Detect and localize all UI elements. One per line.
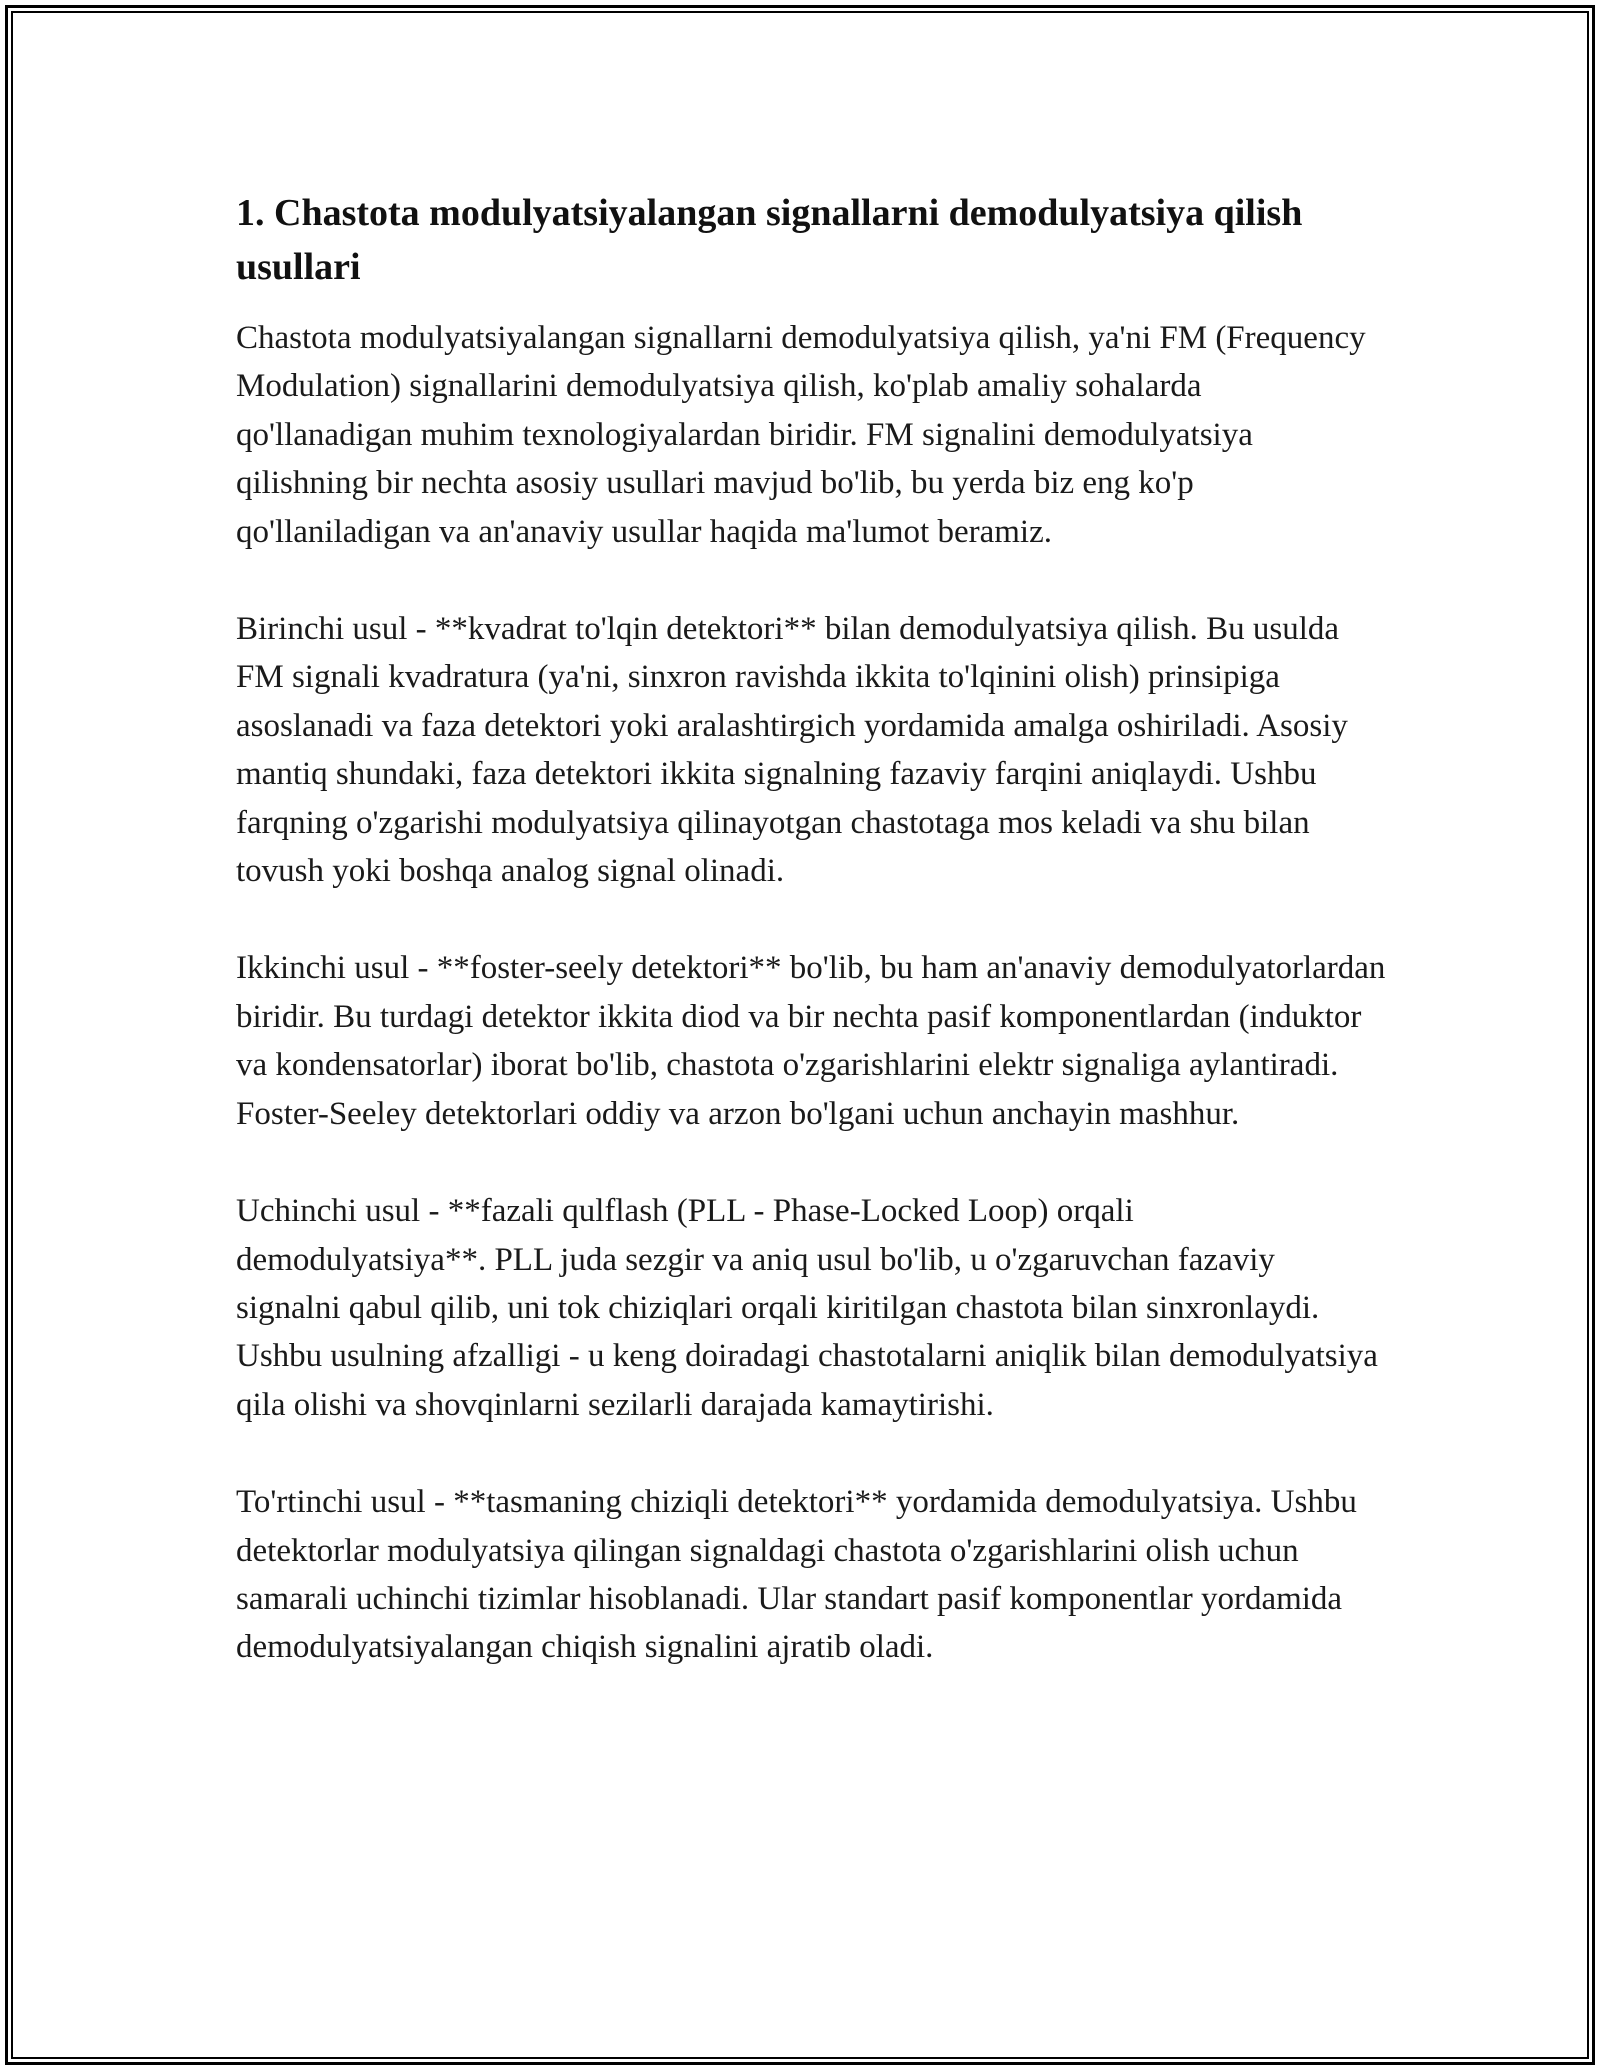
- section-heading: 1. Chastota modulyatsiyalangan signallarni demodulyatsiya qilish usullari: [236, 192, 1303, 288]
- document-content: [236, 186, 1386, 1721]
- paragraph-method-3: Uchinchi usul - **fazali qulflash (PLL - Phase-Locked Loop) orqali demodulyatsiya**. PLL juda sezgir va aniq usul bo'lib, u o'zgaruvchan fazaviy signalni qabul qilib, uni tok chiziqlari orqali kiritilgan chastota bilan sinxronlaydi. Ushbu usulning afzalligi - u keng doiradagi chastotalarni aniqlik bilan demodulyatsiya qila olishi va shovqinlarni sezilarli darajada kamaytirishi.: [236, 1193, 1378, 1423]
- paragraph-method-4: To'rtinchi usul - **tasmaning chiziqli detektori** yordamida demodulyatsiya. Ushbu detektorlar modulyatsiya qilingan signaldagi chastota o'zgarishlarini olish uchun samarali uchinchi tizimlar hisoblanadi. Ular standart pasif komponentlar yordamida demodulyatsiyalangan chiqish signalini ajratib oladi.: [236, 1484, 1357, 1666]
- paragraph-intro: Chastota modulyatsiyalangan signallarni demodulyatsiya qilish, ya'ni FM (Frequency Modulation) signallarini demodulyatsiya qilish, ko'plab amaliy sohalarda qo'llanadigan muhim texnologiyalardan biridir. FM signalini demodulyatsiya qilishning bir nechta asosiy usullari mavjud bo'lib, bu yerda biz eng ko'p qo'llaniladigan va an'anaviy usullar haqida ma'lumot beramiz.: [236, 320, 1366, 550]
- paragraph-method-2: Ikkinchi usul - **foster-seely detektori** bo'lib, bu ham an'anaviy demodulyatorlardan biridir. Bu turdagi detektor ikkita diod va bir nechta pasif komponentlardan (induktor va kondensatorlar) iborat bo'lib, chastota o'zgarishlarini elektr signaliga aylantiradi. Foster-Seeley detektorlari oddiy va arzon bo'lgani uchun anchayin mashhur.: [236, 950, 1386, 1132]
- paragraph-method-1: Birinchi usul - **kvadrat to'lqin detektori** bilan demodulyatsiya qilish. Bu usulda FM signali kvadratura (ya'ni, sinxron ravishda ikkita to'lqinini olish) prinsipiga asoslanadi va faza detektori yoki aralashtirgich yordamida amalga oshiriladi. Asosiy mantiq shundaki, faza detektori ikkita signalning fazaviy farqini aniqlaydi. Ushbu farqning o'zgarishi modulyatsiya qilinayotgan chastotaga mos keladi va shu bilan tovush yoki boshqa analog signal olinadi.: [236, 611, 1348, 890]
